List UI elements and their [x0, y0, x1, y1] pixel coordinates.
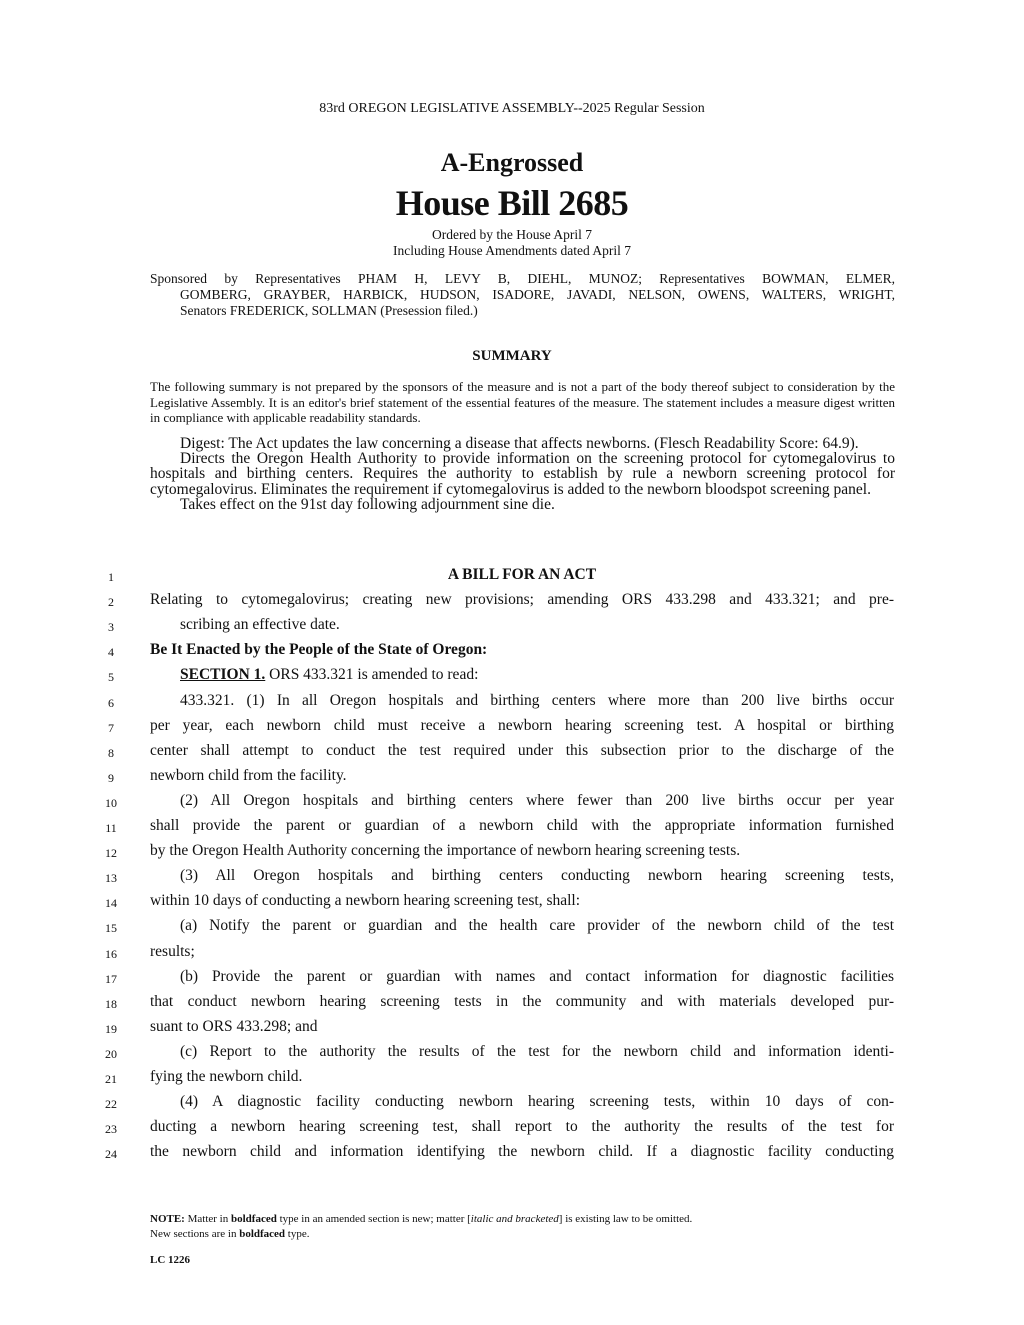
line-number: 2 [108, 595, 114, 610]
line-number: 24 [105, 1147, 117, 1162]
line-number: 8 [108, 745, 114, 760]
bill-line [0, 817, 1024, 842]
line-number: 20 [105, 1046, 117, 1061]
footer-note [150, 1212, 895, 1242]
bill-line [0, 867, 1024, 892]
line-number: 19 [105, 1021, 117, 1036]
bill-line [0, 842, 1024, 867]
line-text: the newborn child and information identifying the newborn child. If a diagnostic facility conducting [150, 1143, 894, 1161]
sponsors-line: Sponsored by Representatives PHAM H, LEVY B, DIEHL, MUNOZ; Representatives BOWMAN, ELMER, [150, 271, 895, 286]
session-header: 83rd OREGON LEGISLATIVE ASSEMBLY--2025 Regular Session [319, 101, 705, 116]
line-number: 15 [105, 921, 117, 936]
directs-text: Directs the Oregon Health Authority to provide information on the screening protocol for cytomegalovirus to hospitals and birthing centers. Requires the authority to establish by rule a newborn screening protocol for cytomegalovirus. Eliminates the requirement if cytomegalovirus is added to the newborn bloodspot screening panel. [150, 450, 895, 498]
bill-line [0, 666, 1024, 691]
line-text: results; [150, 942, 195, 960]
engrossed-label: A-Engrossed [440, 148, 584, 177]
sponsors-line: Senators FREDERICK, SOLLMAN (Presession filed.) [180, 303, 478, 318]
line-number: 16 [105, 946, 117, 961]
line-number: 17 [105, 971, 117, 986]
line-number: 10 [105, 795, 117, 810]
note-text: type in an amended section is new; matter [ [276, 1213, 471, 1225]
note-italic: italic and bracketed [470, 1213, 559, 1225]
note-label: NOTE: [150, 1213, 185, 1225]
note-bold: boldfaced [239, 1228, 286, 1240]
line-number: 14 [105, 896, 117, 911]
bill-line [0, 1143, 1024, 1168]
line-text: (b) Provide the parent or guardian with names and contact information for diagnostic facilities [180, 967, 894, 985]
line-number: 4 [108, 645, 114, 660]
line-text: by the Oregon Health Authority concerning the importance of newborn hearing screening tests. [150, 842, 741, 860]
bill-line [0, 767, 1024, 792]
bill-line [0, 993, 1024, 1018]
line-text: (c) Report to the authority the results of the test for the newborn child and information identi- [180, 1042, 894, 1060]
line-number: 22 [105, 1097, 117, 1112]
line-text: newborn child from the facility. [150, 766, 347, 784]
bill-line [0, 566, 1024, 591]
bill-line [0, 917, 1024, 942]
line-text: (2) All Oregon hospitals and birthing centers where fewer than 200 live births occur per year [180, 791, 894, 809]
line-text: scribing an effective date. [180, 616, 340, 634]
bill-line [0, 641, 1024, 666]
line-text: shall provide the parent or guardian of a newborn child with the appropriate information furnished [150, 817, 894, 834]
bill-line [0, 1068, 1024, 1093]
amendments-date: Including House Amendments dated April 7 [392, 243, 632, 258]
digest-text: Digest: The Act updates the law concerning a disease that affects newborns. (Flesch Readability Score: 64.9). [180, 435, 859, 452]
line-number: 12 [105, 846, 117, 861]
bill-line [0, 943, 1024, 968]
note-text: type. [285, 1228, 310, 1240]
line-text: fying the newborn child. [150, 1068, 303, 1085]
line-text: Relating to cytomegalovirus; creating new provisions; amending ORS 433.298 and 433.321; and pre- [150, 591, 894, 609]
line-text: that conduct newborn hearing screening tests in the community and with materials developed pur- [150, 992, 894, 1010]
bill-line [0, 1118, 1024, 1143]
line-number: 11 [105, 821, 117, 835]
line-number: 9 [108, 770, 114, 785]
line-text: center shall attempt to conduct the test required under this subsection prior to the discharge of the [150, 741, 894, 759]
note-text: ] is existing law to be omitted. [558, 1213, 693, 1225]
summary-text: The following summary is not prepared by the sponsors of the measure and is not a part of the body thereof subject to consideration by the Legislative Assembly. It is an editor's brief statement of the essential features of the measure. The statement includes a measure digest written in compliance with applicable readability standards. [150, 379, 895, 425]
lc-number: LC 1226 [150, 1254, 191, 1266]
section-label: SECTION 1. [180, 666, 266, 684]
line-number: 5 [108, 670, 114, 685]
line-text: (3) All Oregon hospitals and birthing centers conducting newborn hearing screening tests, [180, 867, 894, 885]
sponsors-line: GOMBERG, GRAYBER, HARBICK, HUDSON, ISADORE, JAVADI, NELSON, OWENS, WALTERS, WRIGHT, [180, 287, 895, 302]
bill-line [0, 1043, 1024, 1068]
line-text: per year, each newborn child must receive a newborn hearing screening test. A hospital or birthing [150, 716, 894, 734]
line-text: Be It Enacted by the People of the State of Oregon: [150, 641, 488, 659]
line-number: 3 [108, 620, 114, 635]
line-text: (4) A diagnostic facility conducting newborn hearing screening tests, within 10 days of con- [180, 1093, 894, 1111]
summary-heading: SUMMARY [472, 348, 552, 364]
bill-line [0, 616, 1024, 641]
bill-line [0, 1093, 1024, 1118]
line-text: (a) Notify the parent or guardian and the health care provider of the newborn child of the test [180, 917, 894, 935]
bill-line [0, 1018, 1024, 1043]
bill-line [0, 892, 1024, 917]
line-text: within 10 days of conducting a newborn hearing screening test, shall: [150, 892, 581, 910]
note-bold: boldfaced [230, 1213, 277, 1225]
line-number: 13 [105, 871, 117, 886]
line-number: 21 [105, 1072, 117, 1086]
line-text: ducting a newborn hearing screening test, shall report to the authority the results of the test for [150, 1118, 894, 1136]
bill-line [0, 968, 1024, 993]
sponsors-block [150, 271, 895, 319]
section-text: ORS 433.321 is amended to read: [265, 666, 479, 684]
bill-line [0, 692, 1024, 717]
line-text: 433.321. (1) In all Oregon hospitals and birthing centers where more than 200 live births occur [180, 691, 894, 709]
bill-line [0, 792, 1024, 817]
line-text [150, 666, 894, 684]
ordered-date: Ordered by the House April 7 [431, 227, 593, 242]
line-number: 6 [108, 695, 114, 710]
note-text: New sections are in [150, 1228, 240, 1240]
ordered-info [0, 227, 1024, 259]
digest-block [150, 436, 895, 512]
line-number: 1 [108, 570, 114, 584]
line-number: 23 [105, 1122, 117, 1137]
note-text: Matter in [184, 1213, 231, 1225]
line-text: suant to ORS 433.298; and [150, 1017, 318, 1035]
bill-line [0, 717, 1024, 742]
bill-line [0, 591, 1024, 616]
line-text: A BILL FOR AN ACT [447, 566, 597, 583]
line-number: 7 [108, 720, 114, 735]
line-number: 18 [105, 996, 117, 1011]
effect-text: Takes effect on the 91st day following adjournment sine die. [180, 495, 555, 513]
bill-line [0, 742, 1024, 767]
bill-title: House Bill 2685 [395, 183, 629, 223]
